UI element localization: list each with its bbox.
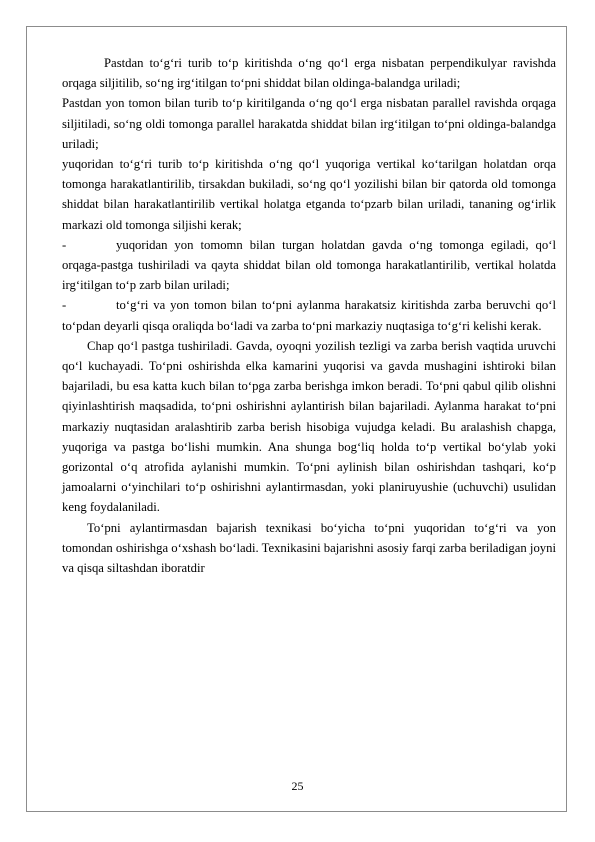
- list-item-text: yuqoridan yon tomomn bilan turgan holatdan gavda o‘ng tomonga egiladi, qo‘l orqaga-pastga tushiriladi va qayta shiddat bilan old tomonga harakatlantirilib, vertikal holatda irg‘itilgan to‘p zarb bilan uriladi;: [62, 237, 556, 293]
- list-item-text: to‘g‘ri va yon tomon bilan to‘pni aylanma harakatsiz kiritishda zarba beruvchi qo‘l to‘pdan deyarli qisqa oraliqda bo‘ladi va zarba to‘pni markaziy nuqtasiga to‘g‘ri kelishi kerak.: [62, 298, 556, 333]
- page-number: 25: [291, 779, 304, 793]
- paragraph-serve-overhand-straight: yuqoridan to‘g‘ri turib to‘p kiritishda o‘ng qo‘l yuqoriga vertikal ko‘tarilgan holatdan orqa tomonga harakatlantirilib, tirsakdan bukiladi, so‘ng qo‘l yozilishi bilan bir qatorda old tomonga shiddat bilan harakatlantirilib vertikal holatga etganda to‘pzarb bilan uriladi, tananing og‘irlik markazi old tomonga siljishi kerak;: [62, 157, 556, 232]
- list-dash-marker: -: [62, 298, 67, 313]
- paragraph-serve-underhand-straight: Pastdan to‘g‘ri turib to‘p kiritishda o‘ng qo‘l erga nisbatan perpendikulyar ravishda orqaga siljitilib, so‘ng irg‘itilgan to‘pni shiddat bilan oldinga-balandga uriladi;: [62, 56, 556, 91]
- list-item: [62, 235, 556, 296]
- list-item: [62, 295, 556, 335]
- paragraph-serve-underhand-side: Pastdan yon tomon bilan turib to‘p kiritilganda o‘ng qo‘l erga nisbatan parallel ravishda orqaga siljitiladi, so‘ng oldi tomonga parallel harakatda shiddat bilan irg‘itilgan to‘pni oldinga-balandga uriladi;: [62, 96, 556, 151]
- list-dash-marker: -: [62, 237, 67, 252]
- document-body: [62, 53, 556, 578]
- paragraph-serve-technique: Chap qo‘l pastga tushiriladi. Gavda, oyoqni yozilish tezligi va zarba berish vaqtida uruvchi qo‘l kuchayadi. To‘pni oshirishda elka kamarini yuqorisi va gavda mushagini ishtiroki bilan bajariladi, bu esa katta kuch bilan to‘pga zarba berishga imkon beradi. To‘pni qabul qilib olishni qiyinlashtirish maqsadida, to‘pni oshirishni aylantirish bilan bajariladi. Aylanma harakat to‘pni markaziy nuqtasidan aralashtirib zarba berish hisobiga vujudga keladi. Bu aralashish chapga, yuqoriga va pastga bo‘lishi mumkin. Ana shunga bog‘liq holda to‘p vertikal bo‘ylab yoki gorizontal o‘q atrofida aylanishi mumkin. To‘pni aylinish bilan oshirishdan tashqari, ko‘p jamoalarni o‘yinchilari to‘p oshirishni aylantirmasdan, yoki planiruyushie (uchuvchi) usulidan keng foydalaniladi.: [62, 338, 556, 515]
- paragraph-float-serve: To‘pni aylantirmasdan bajarish texnikasi bo‘yicha to‘pni yuqoridan to‘g‘ri va yon tomondan oshirishga o‘xshash bo‘ladi. Texnikasini bajarishni asosiy farqi zarba beriladigan joyni va qisqa siltashdan iboratdir: [62, 520, 556, 576]
